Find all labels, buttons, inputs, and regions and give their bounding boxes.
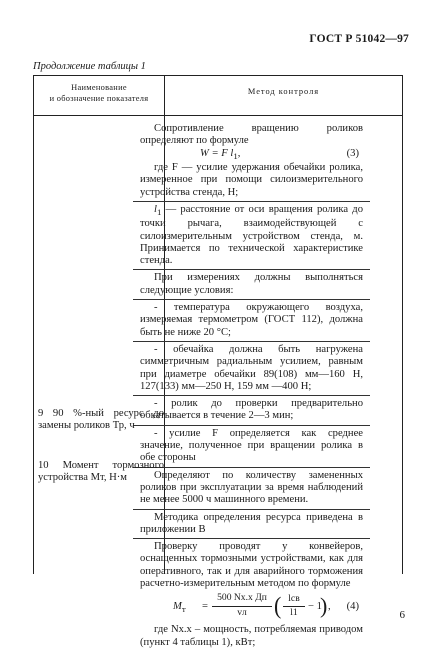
paragraph-resistance: Сопротивление вращению роликов определяют по формуле bbox=[140, 123, 363, 147]
condition-run-in: - ролик до проверки предварительно обкатывается в течение 2—3 мин; bbox=[140, 398, 363, 422]
row-separator bbox=[133, 425, 370, 426]
page-number: 6 bbox=[399, 609, 405, 621]
standard-header: ГОСТ Р 51042—97 bbox=[309, 33, 409, 45]
condition-force: - усилие F определяется как среднее значение, полученное при вращении ролика в обе стороны bbox=[140, 427, 363, 464]
paragraph-where-F: где F — усилие удержания обечайки ролика, измеренное при помощи силоизмерительного устройства стенда, Н; bbox=[140, 162, 363, 198]
row-separator bbox=[133, 341, 370, 342]
column-header-method: Метод контроля bbox=[247, 87, 320, 96]
paragraph-brake-check: Проверку проводят у конвейеров, оснащенных тормозными устройствами, как для оперативного, так и для аварийного торможения расчетно-измерительным методом по формуле bbox=[140, 541, 363, 590]
row-separator bbox=[133, 269, 370, 270]
row-9-label: 9 90 %-ный ресурс до замены роликов Тр, ч bbox=[38, 408, 164, 432]
condition-load: - обечайка должна быть нагружена симметричным радиальным усилием, равным при диаметре обечайки 89(108) мм—160 Н, 127(133) мм—250 Н, 159 мм —400 Н; bbox=[140, 343, 363, 392]
paragraph-resource-method: Определяют по количеству замененных роликов при эксплуатации за время наблюдений не менее 5000 ч машинного времени. bbox=[140, 469, 363, 506]
formula-3: W = F $l_1$, (3) bbox=[200, 147, 359, 161]
row-separator bbox=[133, 538, 370, 539]
table-caption: Продолжение таблицы 1 bbox=[33, 61, 146, 72]
column-header-name: Наименование и обозначение показателя bbox=[49, 83, 149, 103]
row-separator bbox=[133, 509, 370, 510]
table-border-right bbox=[402, 76, 403, 574]
formula-4-number: (4) bbox=[346, 601, 359, 613]
formula-4: $M_т$ = 500 Nх.х Дп vл ( lсв l1 − 1 ) , (4) bbox=[173, 592, 359, 620]
row-separator bbox=[133, 299, 370, 300]
row-separator bbox=[133, 201, 370, 202]
condition-temperature: - температура окружающего воздуха, измеряемая термометром (ГОСТ 112), должна быть не ниже 20 °С; bbox=[140, 302, 363, 338]
method-column bbox=[140, 123, 363, 649]
formula-3-number: (3) bbox=[346, 147, 359, 159]
header-separator bbox=[33, 115, 403, 116]
row-10-label: 10 Момент тормозного устройства Мт, Н·м bbox=[38, 460, 164, 484]
paragraph-conditions: При измерениях должны выполняться следующие условия: bbox=[140, 272, 363, 296]
row-separator bbox=[133, 467, 370, 468]
paragraph-where-N: где Nх.х – мощность, потребляемая приводом (пункт 4 таблицы 1), кВт; bbox=[140, 624, 363, 648]
table-border-left bbox=[33, 76, 34, 574]
paragraph-where-l1: $l_1$ — расстояние от оси вращения ролика до точки рычага, взаимодействующей с силоизмерительным устройством стенда, м. Принимается по технической характеристике стенда. bbox=[140, 203, 363, 267]
row-separator bbox=[133, 395, 370, 396]
paragraph-appendix-ref: Методика определения ресурса приведена в приложении В bbox=[140, 511, 363, 535]
